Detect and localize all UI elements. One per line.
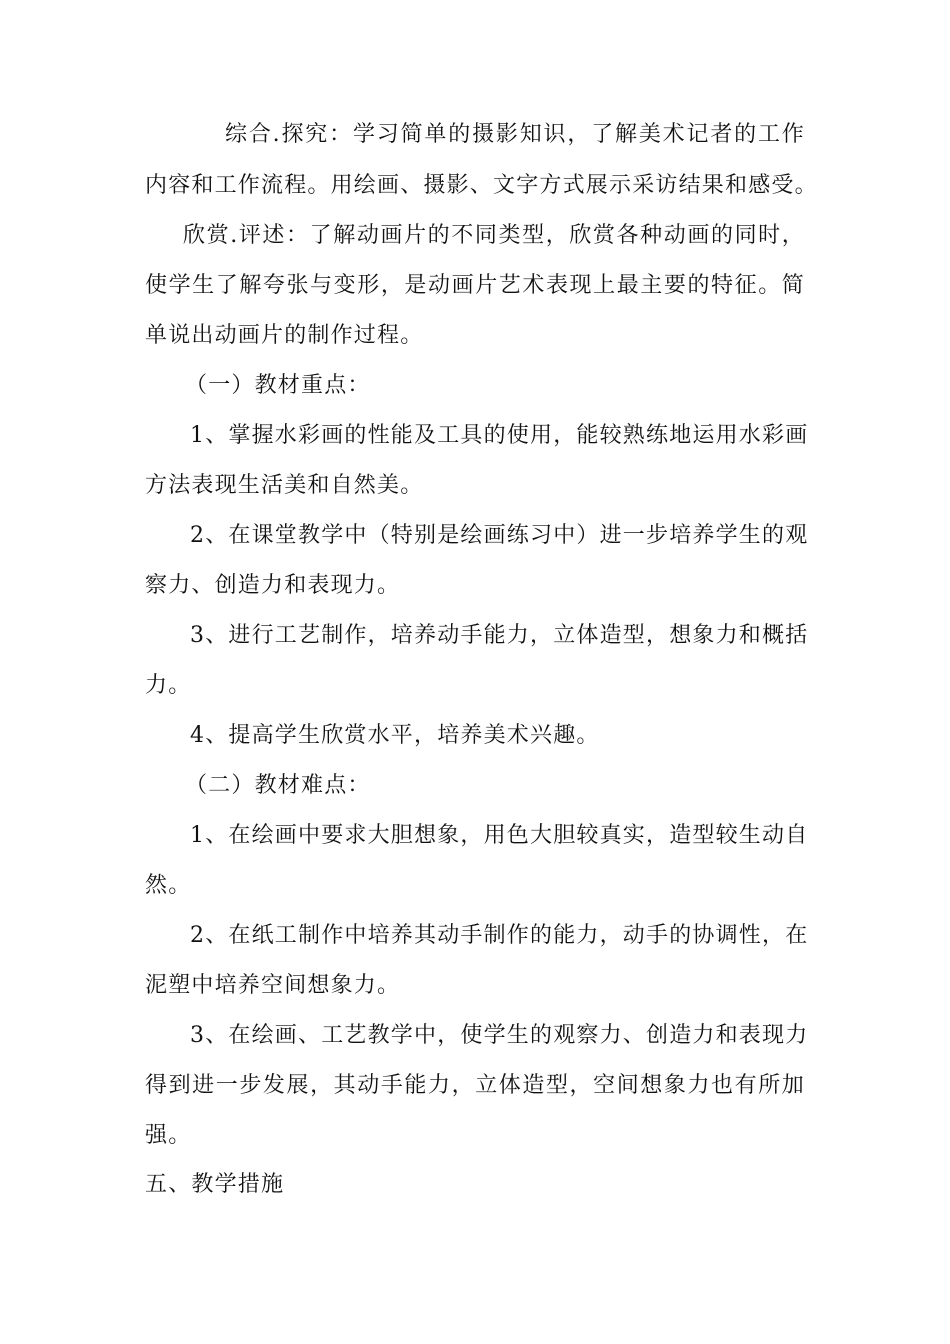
paragraph-line: 察力、创造力和表现力。 bbox=[145, 573, 401, 598]
section-heading: （一）教材重点： bbox=[185, 373, 371, 398]
section-heading: 五、教学措施 bbox=[145, 1172, 285, 1197]
paragraph-line: 1、掌握水彩画的性能及工具的使用，能较熟练地运用水彩画 bbox=[190, 423, 809, 448]
section-heading: （二）教材难点： bbox=[185, 773, 371, 798]
paragraph-line: 2、在课堂教学中（特别是绘画练习中）进一步培养学生的观 bbox=[190, 523, 809, 548]
paragraph-line: 得到进一步发展，其动手能力，立体造型，空间想象力也有所加 bbox=[145, 1073, 805, 1098]
paragraph-line: 综合.探究：学习简单的摄影知识，了解美术记者的工作 bbox=[225, 122, 805, 147]
paragraph-line: 4、提高学生欣赏水平，培养美术兴趣。 bbox=[190, 723, 600, 748]
paragraph-line: 方法表现生活美和自然美。 bbox=[145, 473, 424, 498]
paragraph-line: 内容和工作流程。用绘画、摄影、文字方式展示采访结果和感受。 bbox=[145, 173, 818, 198]
paragraph-line: 然。 bbox=[145, 873, 192, 898]
paragraph-line: 欣赏.评述：了解动画片的不同类型，欣赏各种动画的同时， bbox=[183, 223, 805, 248]
paragraph-line: 泥塑中培养空间想象力。 bbox=[145, 973, 401, 998]
paragraph-line: 3、进行工艺制作，培养动手能力，立体造型，想象力和概括 bbox=[190, 623, 809, 648]
paragraph-line: 使学生了解夸张与变形，是动画片艺术表现上最主要的特征。简 bbox=[145, 273, 805, 298]
paragraph-line: 力。 bbox=[145, 673, 192, 698]
paragraph-line: 单说出动画片的制作过程。 bbox=[145, 323, 424, 348]
paragraph-line: 3、在绘画、工艺教学中，使学生的观察力、创造力和表现力 bbox=[190, 1023, 809, 1048]
paragraph-line: 2、在纸工制作中培养其动手制作的能力，动手的协调性，在 bbox=[190, 923, 809, 948]
paragraph-line: 1、在绘画中要求大胆想象，用色大胆较真实，造型较生动自 bbox=[190, 823, 809, 848]
paragraph-line: 强。 bbox=[145, 1123, 192, 1148]
